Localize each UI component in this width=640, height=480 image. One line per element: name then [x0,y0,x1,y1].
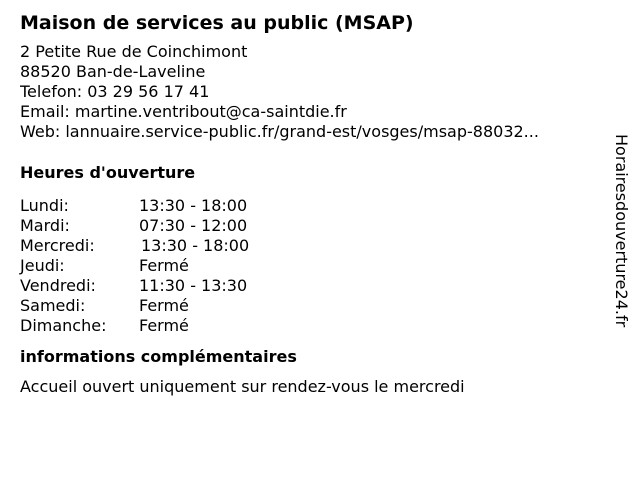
address-block [20,42,610,142]
hours-time: 13:30 - 18:00 [141,236,250,255]
hours-row [20,316,610,336]
opening-hours-table [20,196,610,336]
hours-day: Dimanche: [20,316,107,335]
street-address: 2 Petite Rue de Coinchimont [20,42,248,61]
opening-hours-heading: Heures d'ouverture [20,163,196,182]
email-line: Email: martine.ventribout@ca-saintdie.fr [20,102,347,121]
page-title: Maison de services au public (MSAP) [20,12,414,34]
site-watermark: Horairesdouverture24.fr [612,134,631,328]
web-line: Web: lannuaire.service-public.fr/grand-est/vosges/msap-88032... [20,122,539,141]
business-card [20,10,610,397]
hours-time: Fermé [139,296,189,315]
hours-row [20,296,610,316]
hours-row [20,196,610,216]
hours-time: 07:30 - 12:00 [139,216,248,235]
hours-row [20,216,610,236]
hours-day: Lundi: [20,196,69,215]
city-line: 88520 Ban-de-Laveline [20,62,206,81]
hours-time: Fermé [139,256,189,275]
hours-day: Mercredi: [20,236,95,255]
phone-line: Telefon: 03 29 56 17 41 [20,82,210,101]
hours-day: Mardi: [20,216,70,235]
hours-day: Jeudi: [20,256,65,275]
hours-row [20,236,610,256]
hours-time: 11:30 - 13:30 [139,276,248,295]
hours-row [20,256,610,276]
hours-row [20,276,610,296]
hours-time: Fermé [139,316,189,335]
hours-day: Vendredi: [20,276,96,295]
additional-info-heading: informations complémentaires [20,347,297,366]
additional-info-text: Accueil ouvert uniquement sur rendez-vous le mercredi [20,377,465,396]
hours-day: Samedi: [20,296,86,315]
hours-time: 13:30 - 18:00 [139,196,248,215]
